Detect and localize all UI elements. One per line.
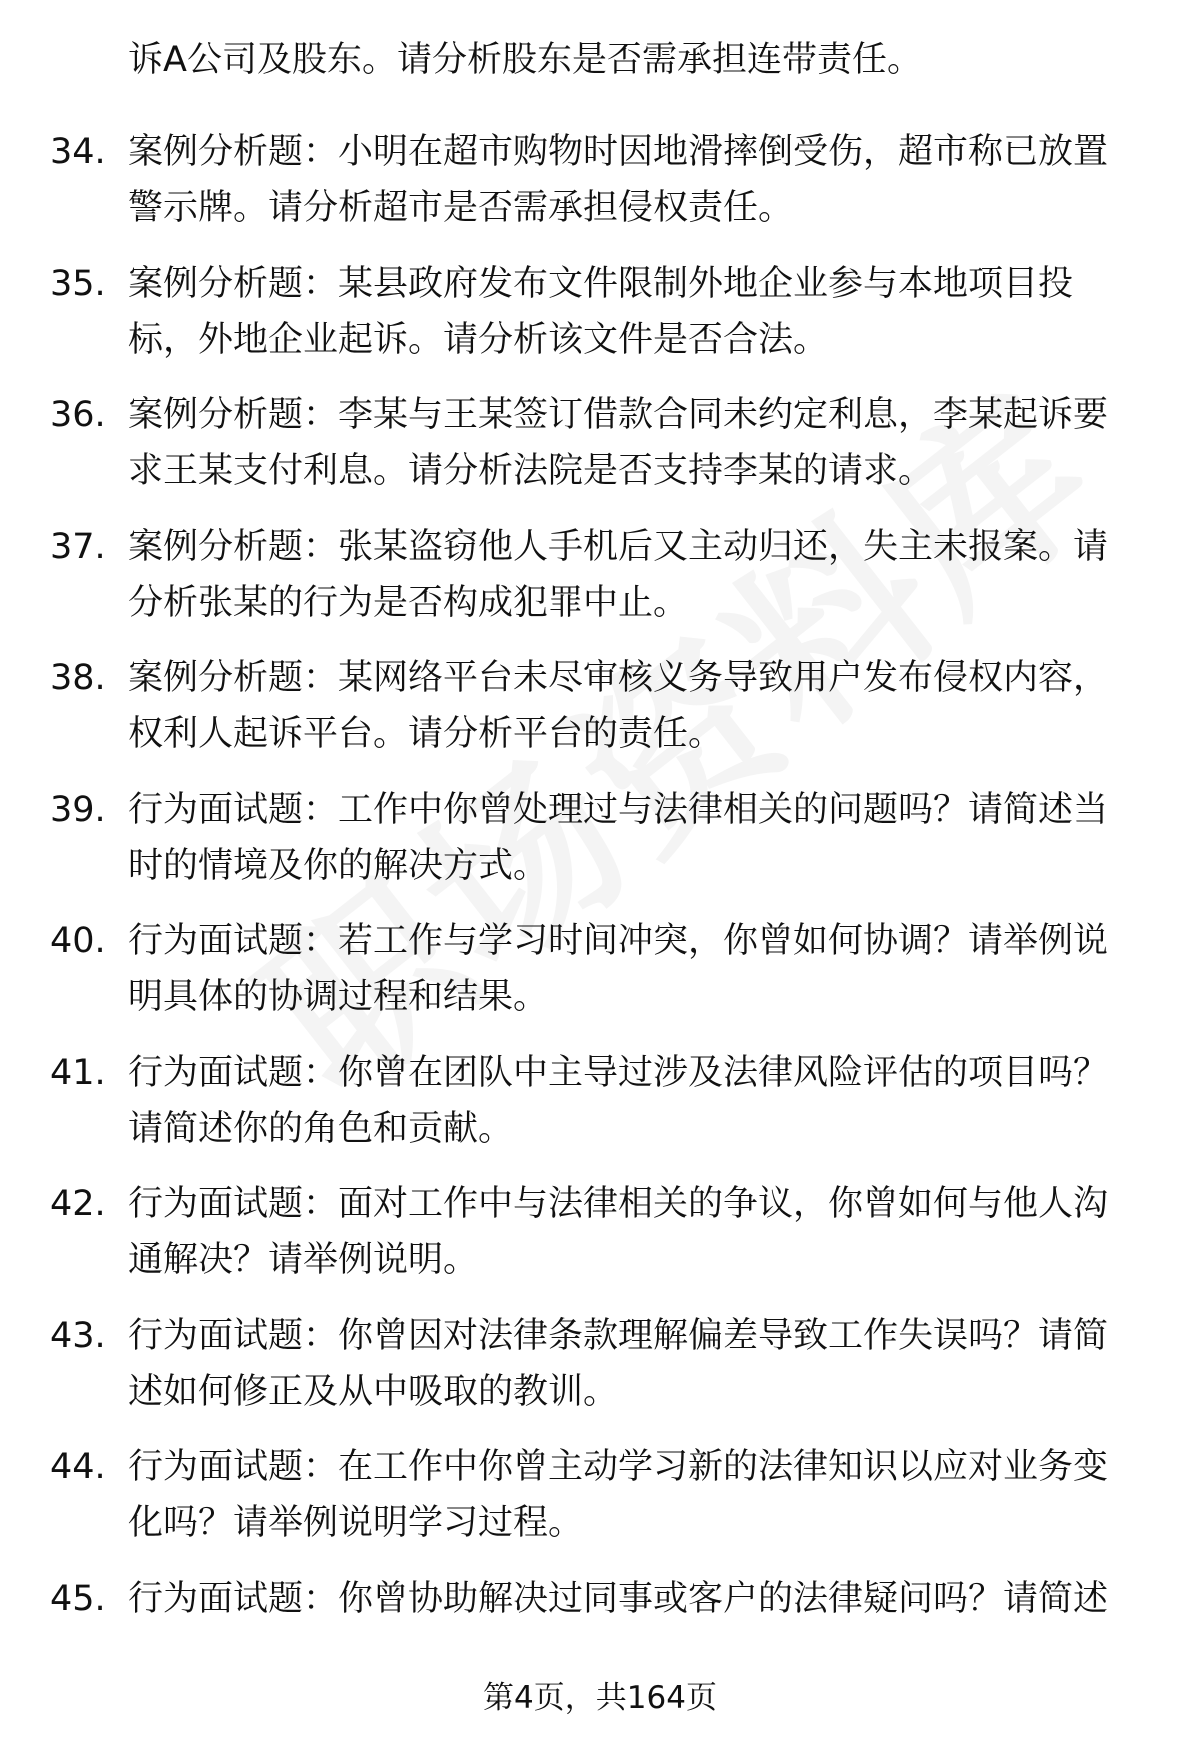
question-number: 36. [50, 395, 106, 435]
question-text-line1: 行为面试题：工作中你曾处理过与法律相关的问题吗？请简述当 [128, 789, 1109, 830]
question-text-line1: 行为面试题：在工作中你曾主动学习新的法律知识以应对业务变 [128, 1447, 1109, 1487]
question-number: 40. [50, 921, 106, 961]
question-text-line1: 案例分析题：张某盗窃他人手机后又主动归还，失主未报案。请 [128, 526, 1109, 567]
question-number: 45. [50, 1578, 106, 1619]
page-footer: 第4页，共164页 [483, 1680, 717, 1716]
question-text-line2: 化吗？请举例说明学习过程。 [128, 1503, 584, 1543]
question-text-line1: 案例分析题：某网络平台未尽审核义务导致用户发布侵权内容， [128, 658, 1109, 698]
question-text-line1: 行为面试题：面对工作中与法律相关的争议，你曾如何与他人沟 [128, 1184, 1109, 1224]
question-text-line2: 时的情境及你的解决方式。 [128, 845, 549, 886]
question-text-line2: 述如何修正及从中吸取的教训。 [128, 1371, 619, 1412]
question-number: 43. [50, 1315, 106, 1356]
question-number: 37. [50, 526, 106, 567]
question-text-line2: 明具体的协调过程和结果。 [128, 977, 549, 1017]
question-number: 42. [50, 1184, 106, 1224]
question-number: 39. [50, 789, 106, 830]
question-text-line1: 行为面试题：你曾协助解决过同事或客户的法律疑问吗？请简述 [128, 1578, 1109, 1619]
question-text-line2: 请简述你的角色和贡献。 [128, 1108, 514, 1149]
question-text-line2: 标，外地企业起诉。请分析该文件是否合法。 [128, 319, 829, 360]
question-text-line2: 分析张某的行为是否构成犯罪中止。 [128, 582, 689, 623]
question-number: 44. [50, 1447, 106, 1487]
question-text-line1: 案例分析题：李某与王某签订借款合同未约定利息，李某起诉要 [128, 395, 1109, 435]
question-text-line2: 警示牌。请分析超市是否需承担侵权责任。 [128, 188, 794, 228]
question-text-line1: 行为面试题：你曾在团队中主导过涉及法律风险评估的项目吗？ [128, 1052, 1109, 1093]
question-text-line2: 求王某支付利息。请分析法院是否支持李某的请求。 [128, 451, 934, 491]
question-number: 38. [50, 658, 106, 698]
question-text-line2: 通解决？请举例说明。 [128, 1240, 479, 1280]
question-text-line1: 案例分析题：小明在超市购物时因地滑摔倒受伤，超市称已放置 [128, 132, 1109, 172]
question-text-line1: 行为面试题：你曾因对法律条款理解偏差导致工作失误吗？请简 [128, 1315, 1109, 1356]
question-text-line2: 权利人起诉平台。请分析平台的责任。 [128, 714, 724, 754]
question-number: 34. [50, 132, 106, 172]
carryover-text: 诉A公司及股东。请分析股东是否需承担连带责任。 [128, 40, 922, 80]
question-number: 35. [50, 263, 106, 304]
question-text-line1: 案例分析题：某县政府发布文件限制外地企业参与本地项目投 [128, 263, 1074, 304]
question-text-line1: 行为面试题：若工作与学习时间冲突，你曾如何协调？请举例说 [128, 921, 1109, 961]
question-number: 41. [50, 1052, 106, 1093]
